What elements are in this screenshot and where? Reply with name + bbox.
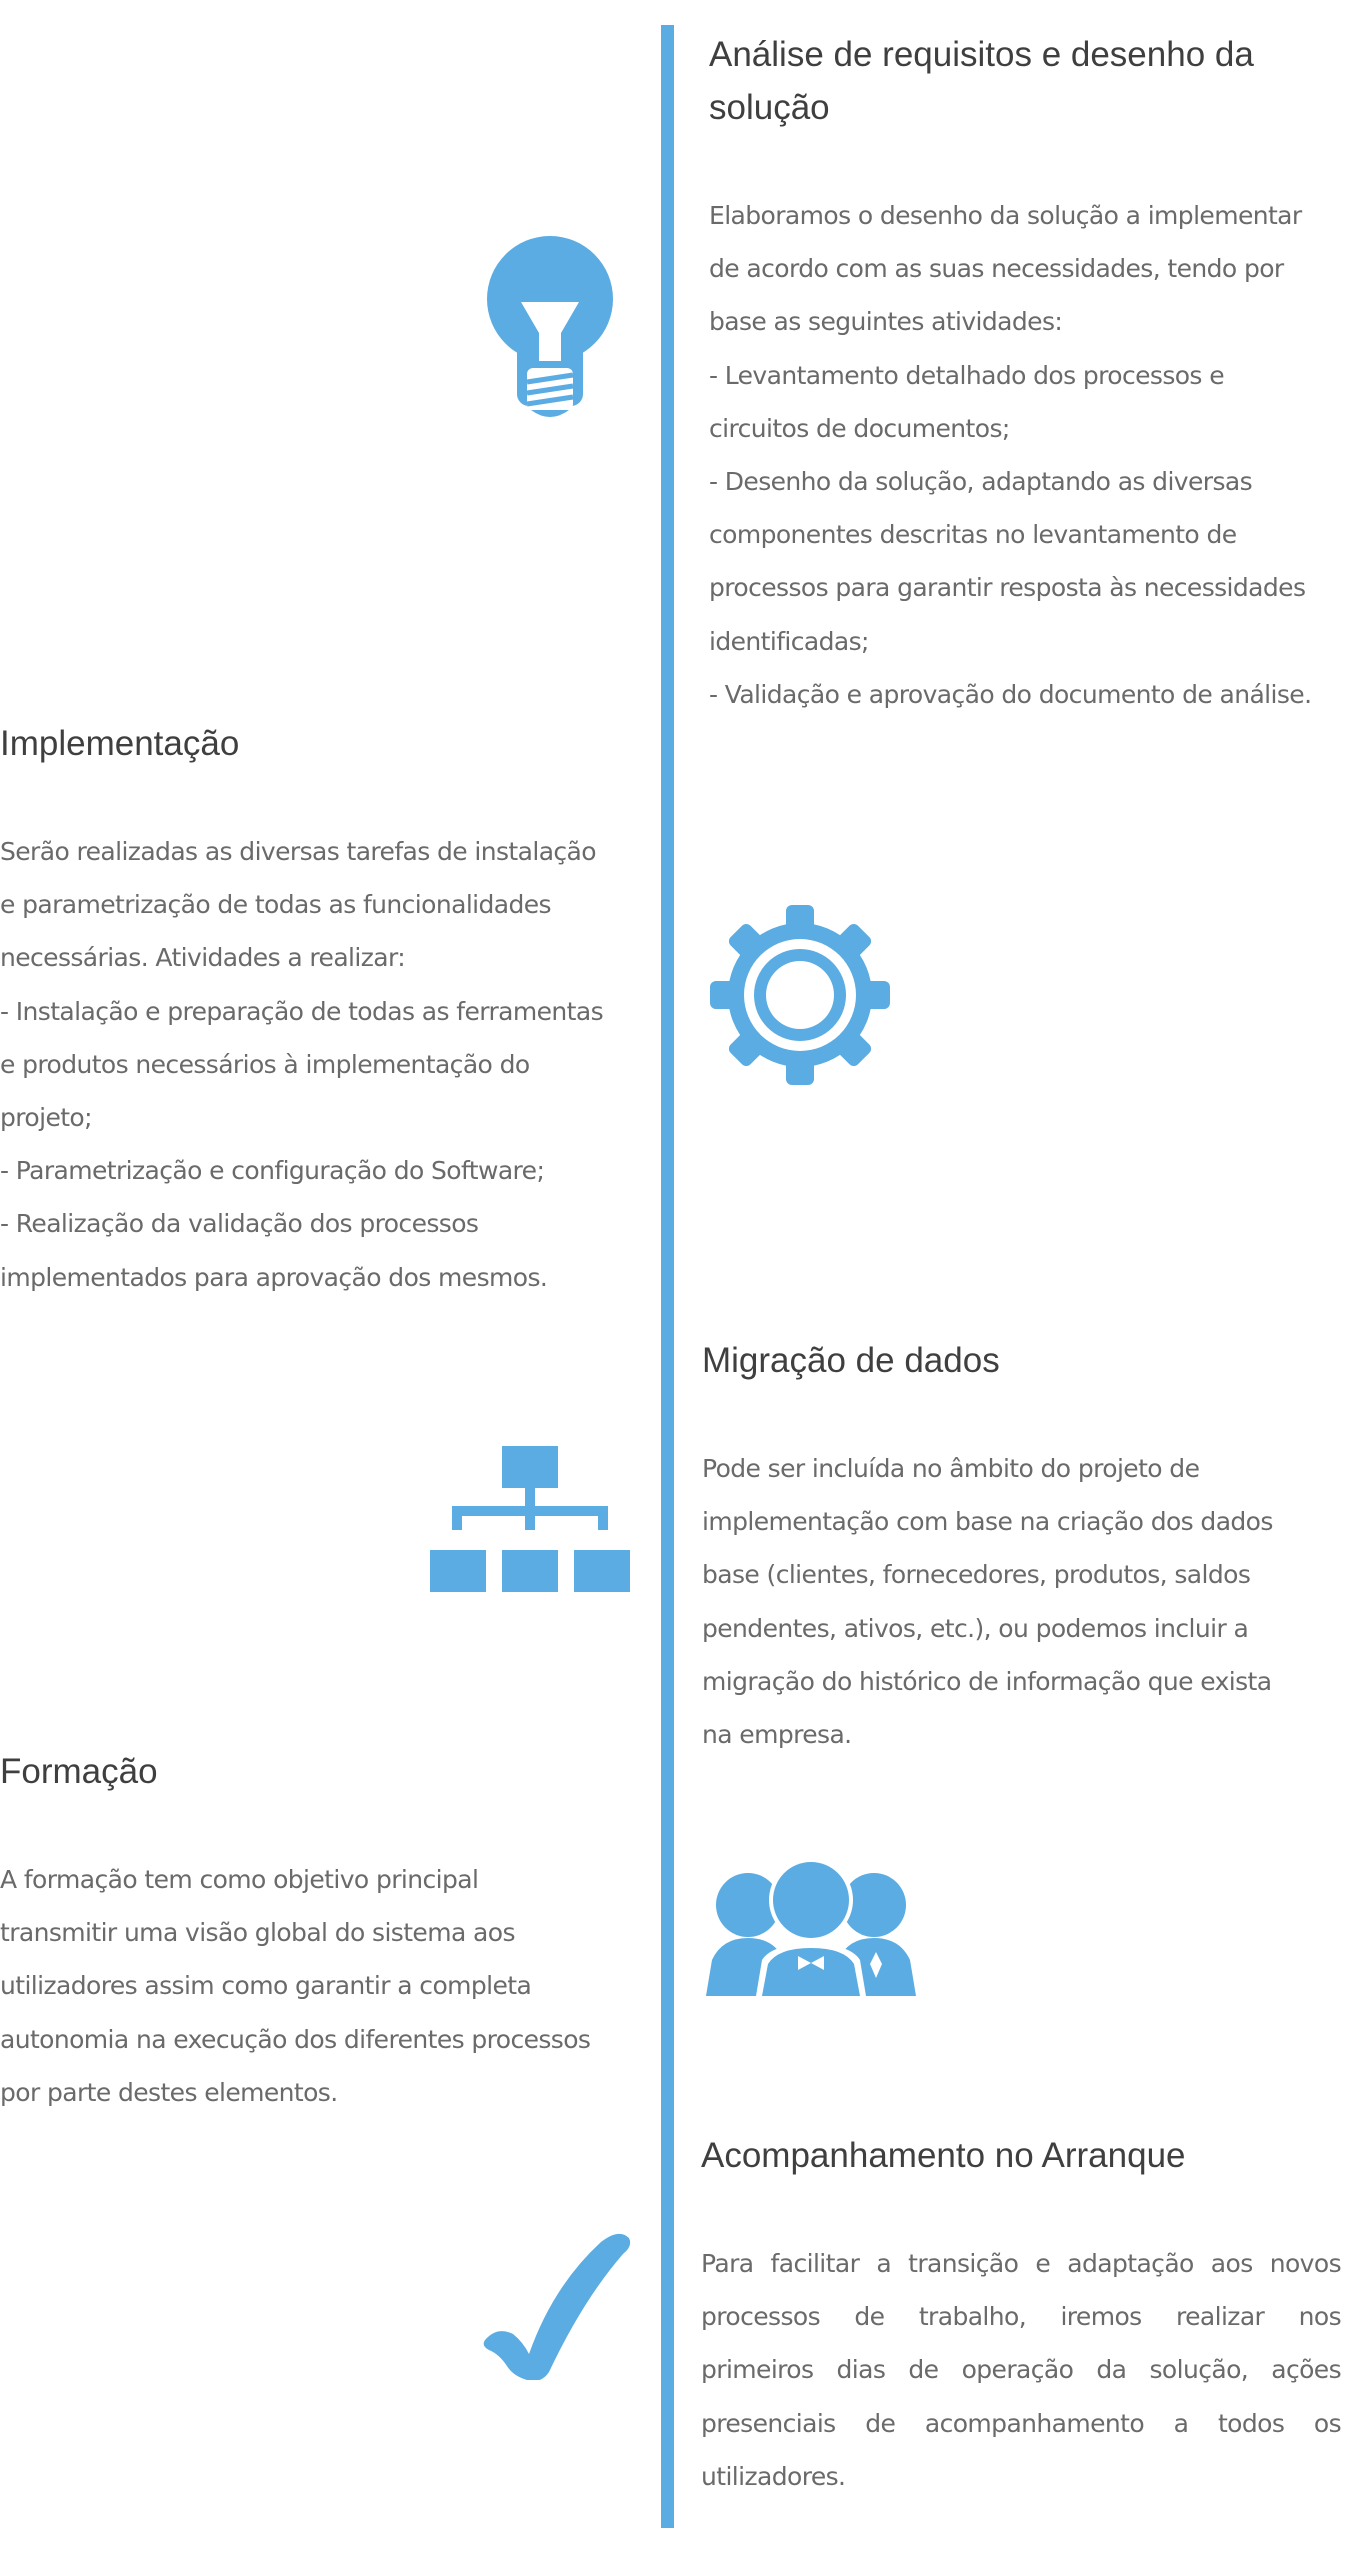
section-data-migration <box>702 1334 1342 1761</box>
section-implementation <box>0 717 650 1304</box>
title-line: Acompanhamento no Arranque <box>701 2136 1186 2175</box>
body-line: primeiros dias de operação da solução, ações <box>701 2355 1341 2385</box>
body-line: implementados para aprovação dos mesmos. <box>0 1262 548 1292</box>
body-line: - Validação e aprovação do documento de análise. <box>709 679 1312 709</box>
body-line: necessárias. Atividades a realizar: <box>0 943 406 973</box>
section-go-live-support <box>701 2129 1341 2503</box>
body-line: autonomia na execução dos diferentes processos <box>0 2024 591 2054</box>
body-line: componentes descritas no levantamento de <box>709 520 1237 550</box>
body-line: transmitir uma visão global do sistema aos <box>0 1918 515 1948</box>
section-title <box>701 2129 1341 2182</box>
body-line: - Instalação e preparação de todas as ferramentas <box>0 996 603 1026</box>
body-line: utilizadores. <box>701 2461 846 2491</box>
body-line: - Desenho da solução, adaptando as diversas <box>709 467 1253 497</box>
body-line: processos de trabalho, iremos realizar nos <box>701 2302 1341 2332</box>
section-title <box>0 717 650 770</box>
title-line: Análise de requisitos e desenho da <box>709 35 1254 74</box>
body-line: na empresa. <box>702 1720 852 1750</box>
body-line: A formação tem como objetivo principal <box>0 1865 479 1894</box>
body-line: migração do histórico de informação que exista <box>702 1666 1272 1696</box>
title-line: Implementação <box>0 724 240 763</box>
section-requirements-analysis <box>709 28 1349 721</box>
body-line: Serão realizadas as diversas tarefas de instalação <box>0 837 596 866</box>
section-body <box>702 1442 1342 1761</box>
body-line: - Parametrização e configuração do Software; <box>0 1156 545 1186</box>
body-line: utilizadores assim como garantir a completa <box>0 1971 532 2001</box>
body-line: Para facilitar a transição e adaptação aos novos <box>701 2249 1341 2278</box>
lightbulb-icon <box>487 236 613 420</box>
body-line: presenciais de acompanhamento a todos os <box>701 2408 1341 2438</box>
body-line: por parte destes elementos. <box>0 2077 338 2107</box>
section-body <box>0 825 650 1304</box>
body-line: pendentes, ativos, etc.), ou podemos incluir a <box>702 1613 1249 1643</box>
section-title <box>709 28 1349 134</box>
section-training <box>0 1745 650 2119</box>
hierarchy-icon <box>430 1446 630 1594</box>
gear-icon <box>710 905 890 1085</box>
title-line: Migração de dados <box>702 1341 1000 1380</box>
title-line: solução <box>709 88 830 127</box>
body-line: base as seguintes atividades: <box>709 307 1063 337</box>
body-line: implementação com base na criação dos dados <box>702 1507 1273 1537</box>
checkmark-icon <box>483 2230 633 2380</box>
body-line: de acordo com as suas necessidades, tendo por <box>709 254 1284 284</box>
body-line: - Realização da validação dos processos <box>0 1209 479 1239</box>
body-line: projeto; <box>0 1103 92 1133</box>
body-line: identificadas; <box>709 626 869 656</box>
title-line: Formação <box>0 1752 158 1791</box>
body-line: e produtos necessários à implementação do <box>0 1049 530 1079</box>
body-line: circuitos de documentos; <box>709 413 1010 443</box>
section-body <box>0 1853 650 2119</box>
users-group-icon <box>706 1860 916 1996</box>
section-title <box>702 1334 1342 1387</box>
body-line: base (clientes, fornecedores, produtos, saldos <box>702 1560 1251 1590</box>
section-body <box>709 189 1349 721</box>
body-line: Pode ser incluída no âmbito do projeto de <box>702 1454 1200 1483</box>
section-body <box>701 2237 1341 2503</box>
body-line: Elaboramos o desenho da solução a implementar <box>709 201 1302 230</box>
body-line: e parametrização de todas as funcionalidades <box>0 890 551 920</box>
timeline-bar <box>661 25 674 2528</box>
body-line: processos para garantir resposta às necessidades <box>709 573 1306 603</box>
body-line: - Levantamento detalhado dos processos e <box>709 360 1224 390</box>
section-title <box>0 1745 650 1798</box>
